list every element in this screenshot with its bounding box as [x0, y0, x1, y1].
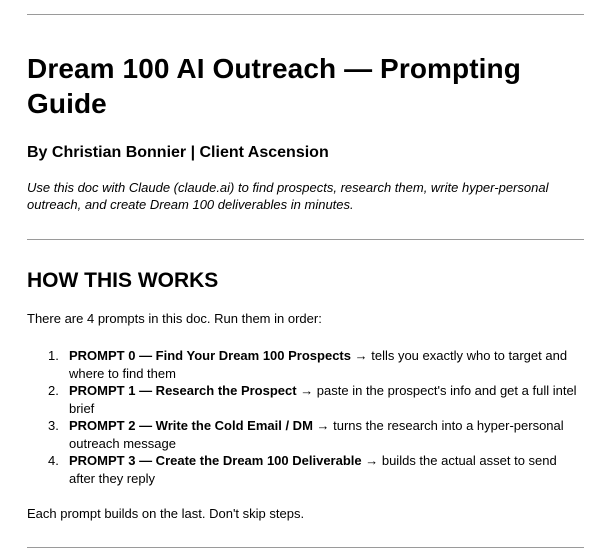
list-item-number: 4.	[48, 453, 59, 468]
document-title: Dream 100 AI Outreach — Prompting Guide	[27, 53, 521, 119]
list-item-number: 2.	[48, 383, 59, 398]
section-outro: Each prompt builds on the last. Don't skip steps.	[27, 506, 305, 521]
list-item-title: PROMPT 2 — Write the Cold Email / DM	[69, 418, 313, 433]
list-item-description: → turns the research into a hyper-personal outreach message	[69, 418, 564, 451]
divider-middle	[27, 239, 584, 240]
section-lead: There are 4 prompts in this doc. Run them in order:	[27, 311, 322, 326]
list-item-title: PROMPT 1 — Research the Prospect	[69, 383, 297, 398]
divider-top	[27, 14, 584, 15]
list-item	[27, 347, 584, 382]
document	[27, 0, 584, 548]
intro-text: Use this doc with Claude (claude.ai) to find prospects, research them, write hyper-personal outreach, and create Dream 100 deliverables in minutes.	[27, 180, 549, 212]
list-item-number: 1.	[48, 348, 59, 363]
author-byline: By Christian Bonnier | Client Ascension	[27, 144, 329, 161]
list-item-number: 3.	[48, 418, 59, 433]
list-item	[27, 382, 584, 417]
prompt-steps-list	[27, 347, 584, 487]
list-item	[27, 417, 584, 452]
list-item	[27, 452, 584, 487]
list-item-description: → builds the actual asset to send after they reply	[69, 453, 557, 486]
list-item-title: PROMPT 3 — Create the Dream 100 Deliverable	[69, 453, 362, 468]
section-heading: HOW THIS WORKS	[27, 269, 219, 292]
list-item-title: PROMPT 0 — Find Your Dream 100 Prospects	[69, 348, 351, 363]
list-item-description: → paste in the prospect's info and get a full intel brief	[69, 383, 577, 416]
list-item-description: → tells you exactly who to target and where to find them	[69, 348, 568, 381]
